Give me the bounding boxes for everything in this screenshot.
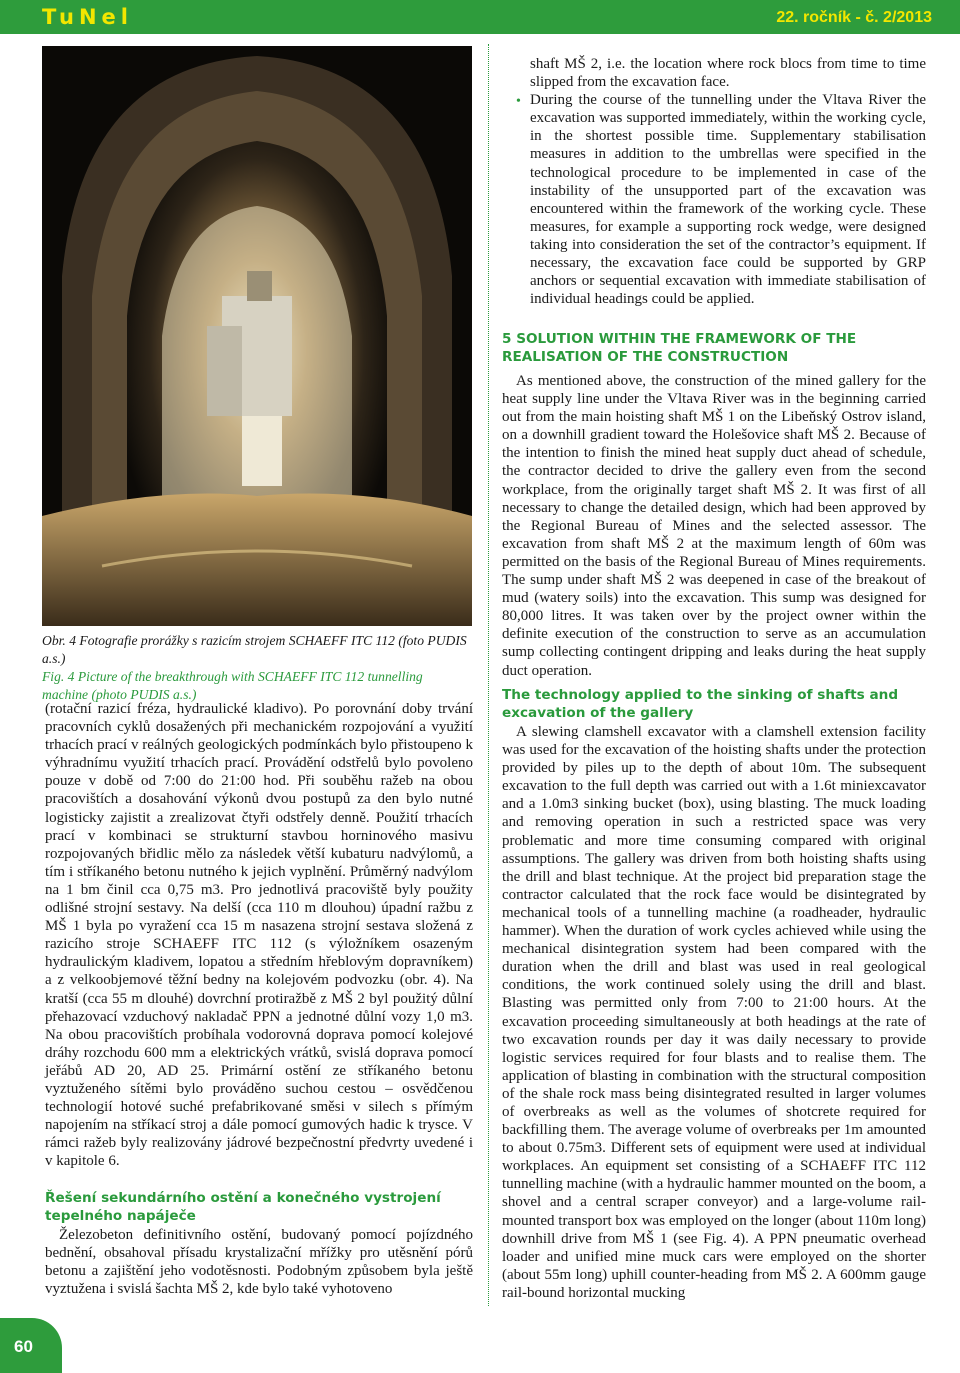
left-article-body (45, 700, 473, 1170)
right-paragraph-2: A slewing clamshell excavator with a clamshell extension facility was used for the excavation of the hoisting shafts under the protection provided by piles up to the depth of about 10m. The subsequent excavation to the full depth was carried out with a 1.6t miniexcavator and a 1.0m3 sinking bucket (box), using blasting. The muck loading and removing operation in such a restricted space was very problematic and more time consuming compared with original assumptions. The gallery was driven from both hoisting shafts using the drill and blast technique. At the project bid preparation stage the contractor calculated that the rock face would be disintegrated by mechanical tools of a tunnelling machine (a roadheader, hydraulic hammer). When the duration of work cycles achieved while using the mechanical disintegration system had been compared with the duration when the drill and blast was used in real geological conditions, the work continued solely using the drill and blast. Blasting was permitted only from 7:00 to 21:00 hours. At the excavation proceeding simultaneously at both headings at the rate of two excavation rounds per day it was daily necessary to provide logistic services required for four blasts and to realise them. The application of blasting in combination with the structural composition of the shale rock mass being disintegrated resulted in larger volumes of overbreaks as well as the volumes of shotcrete required for backfilling them. The average volume of overbreaks per 1m amounted to about 0.75m3. Different sets of equipment were used at individual workplaces. An equipment set consisting of a SCHAEFF ITC 112 tunnelling machine (with a hydraulic hammer mounted on the boom, a shovel and a central scraper conveyor) and a large-volume rail-mounted transport box was employed on the longer (about 110m long) downhill drive from MŠ 1 (see Fig. 4). A PPN pneumatic overhead loader and unified mine muck cars were employed on the shorter (about 55m long) uphill counter-heading from MŠ 2. A 600mm gauge rail-bound horizontal mucking (502, 724, 926, 1301)
right-paragraph: As mentioned above, the construction of the mined gallery for the heat supply line under the Vltava River was in the beginning carried out from the main hoisting shaft MŠ 1 on the Libeňský Ostrov island, on a downhill gradient toward the Holešovice shaft MŠ 2. Because of the intention to finish the mined heat supply duct ahead of schedule, the contractor decided to drive the gallery even from the second workplace, from the originally target shaft MŠ 2. It was first of all necessary to change the detailed design, which had been approved by the Regional Bureau of Mines and the selected assessor. The excavation from shaft MŠ 2 at the maximum length of 60m was permitted on the basis of the Regional Bureau of Mines requirements. The sump under shaft MŠ 2 was deepened in case of the breakout of mud (watery soils) into the excavation. This sump was designed for 80,000 litres. It was taken over by the project owner within the definite execution of the construction to serve as an accumulation sump collecting contingent dripping and leaks during the heat supply duct operation. (502, 373, 926, 679)
tunnel-photo (42, 46, 472, 626)
right-intro: shaft MŠ 2, i.e. the location where rock blocs from time to time slipped from the excavation face. (530, 56, 926, 91)
bullet-icon: • (516, 94, 521, 109)
header-bar (0, 0, 960, 34)
right-article-body-2 (502, 723, 926, 1302)
left-section-heading: Řešení sekundárního ostění a konečného vystrojení tepelného napáječe (45, 1190, 441, 1224)
left-paragraph-2: Železobeton definitivního ostění, budovaný pomocí pojízdného bednění, obsahoval přísadu krystalizační mřížky pro utěsnění pórů betonu a zajištění jeho vodotěsnosti. Podobným způsobem byla ještě vyztužena i svislá šachta MŠ 2, kde bylo také vyhotoveno (45, 1227, 473, 1298)
journal-logo: TuNel (42, 5, 133, 29)
page-number-tab (0, 1318, 62, 1373)
caption-cz: Obr. 4 Fotografie prorážky s razicím strojem SCHAEFF ITC 112 (foto PUDIS a.s.) (42, 633, 467, 666)
figure-caption (42, 632, 472, 704)
technology-heading: The technology applied to the sinking of shafts and excavation of the gallery (502, 687, 899, 721)
column-divider (488, 44, 489, 1306)
right-bullet-text: During the course of the tunnelling under the Vltava River the excavation was supported immediately, within the working cycle, in the shortest possible time. Supplementary stabilisation measures in addition to the umbrellas were specified in the technological procedure to be implemented in case of the instability of the unsupported part of the excavation was encountered within the framework of the working cycle. These measures, for example a supporting rock wedge, were designed taking into consideration the set of the contractor’s equipment. If necessary, the excavation face could be supported by GRP anchors or sequential excavation with immediate stabilisation of individual headings could be applied. (530, 92, 926, 308)
caption-en: Fig. 4 Picture of the breakthrough with SCHAEFF ITC 112 tunnelling machine (photo PUDIS a.s.) (42, 669, 423, 702)
right-article-top (530, 55, 926, 308)
section-5-heading: 5 SOLUTION WITHIN THE FRAMEWORK OF THE REALISATION OF THE CONSTRUCTION (502, 331, 857, 365)
left-article-body-2 (45, 1226, 473, 1298)
left-paragraph: (rotační razicí fréza, hydraulické kladivo). Po porovnání doby trvání pracovních cyklů dosažených při mechanickém rozpojování a využití trhacích prací v reálných geologických podmínkách bylo přistoupeno k výhradnímu využití trhacích prací. Provádění odstřelů bylo povoleno pouze v době od 7:00 do 21:00 hod. Při souběhu ražeb na obou pracovištích a dosahování výkonů dvou postupů za den bylo nutné logisticky zajistit a zrealizovat čtyři odstřely denně. Použití trhacích prací v kombinaci se strukturní stavbou horninového masivu rozpojovaných břidlic mělo za následek větší kubaturu nadvýlomů, a tím i stříkaného betonu nutného k jejich vyplnění. Průměrný nadvýlom na 1 bm činil cca 0,75 m3. Pro jednotlivá pracoviště byly použity odlišné strojní sestavy. Na delší (cca 110 m dlouhou) úpadní ražbu z MŠ 1 byla po vyražení cca 15 m nasazena strojní sestava složená z razicího stroje SCHAEFF ITC 112 (s výložníkem osazeným hydraulickým kladivem, lopatou a středním hřeblovým dopravníkem) a z velkoobjemové těžní bedny na kolejovém podvozku (obr. 4). Na kratší (cca 55 m dlouhé) dovrchní protiražbě z MŠ 2 byl použitý důlní přehazovací vzduchový nakladač PPN a jednotné důlní vozy 1,0 m3. Na obou pracovištích probíhala vodorovná doprava pomocí kolejové dráhy rozchodu 600 mm a elektrických vrátků, svislá doprava pomocí jeřábů AD 20, AD 25. Primární ostění ze stříkaného betonu vyztuženého sítěmi bylo prováděno suchou cestou – osvědčenou technologií hotové suché prefabrikované směsi v silech s přímým napojením na stříkací stroj a dále pomocí gumových hadic k trysce. V rámci ražeb byly realizovány jádrové bezpečnostní předvrty uvedené i v kapitole 6. (45, 701, 473, 1170)
issue-label: 22. ročník - č. 2/2013 (776, 9, 932, 26)
right-article-body (502, 372, 926, 680)
page-number: 60 (14, 1337, 33, 1356)
